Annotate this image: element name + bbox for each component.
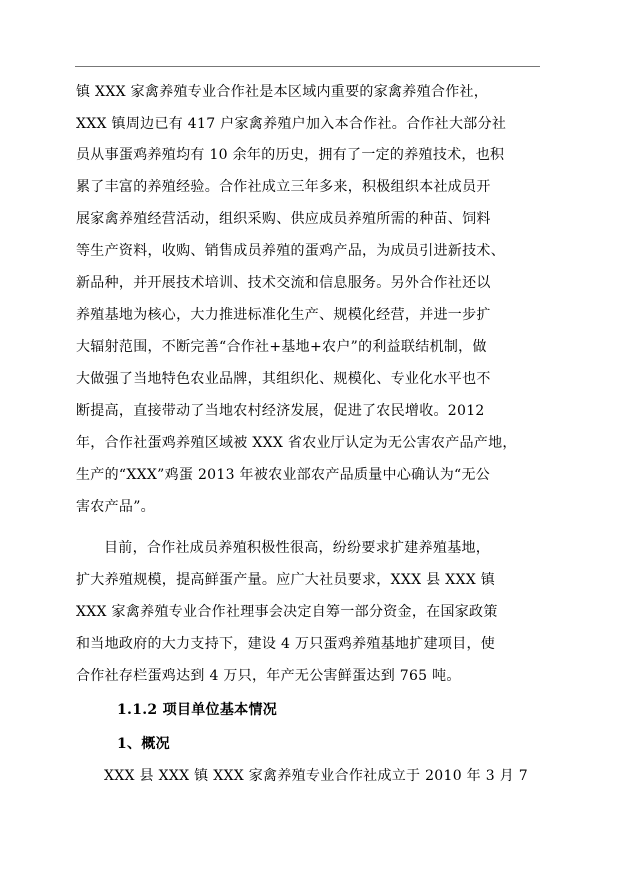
body-text-line: 年，合作社蛋鸡养殖区域被 XXX 省农业厅认定为无公害农产品产地， xyxy=(76,435,517,451)
body-text-line: 等生产资料，收购、销售成员养殖的蛋鸡产品，为成员引进新技术、 xyxy=(76,243,505,259)
section-heading: 1.1.2 项目单位基本情况 xyxy=(117,702,278,718)
body-text-line: 合作社存栏蛋鸡达到 4 万只，年产无公害鲜蛋达到 765 吨。 xyxy=(76,668,461,684)
body-text-line: 展家禽养殖经营活动，组织采购、供应成员养殖所需的种苗、饲料 xyxy=(76,211,491,227)
body-text-line: 大做强了当地特色农业品牌，其组织化、规模化、专业化水平也不 xyxy=(76,371,491,387)
body-text-line: 目前，合作社成员养殖积极性很高，纷纷要求扩建养殖基地， xyxy=(104,540,491,556)
body-text-line: XXX 镇周边已有 417 户家禽养殖户加入本合作社。合作社大部分社 xyxy=(76,116,507,132)
body-text-line: 累了丰富的养殖经验。合作社成立三年多来，积极组织本社成员开 xyxy=(76,179,491,195)
subsection-heading: 1、概况 xyxy=(117,736,170,752)
body-text-line: 新品种，并开展技术培训、技术交流和信息服务。另外合作社还以 xyxy=(76,275,491,291)
body-text-line: 断提高，直接带动了当地农村经济发展，促进了农民增收。2012 xyxy=(76,403,485,419)
body-text-line: 生产的“XXX”鸡蛋 2013 年被农业部农产品质量中心确认为“无公 xyxy=(76,467,491,483)
body-text-line: XXX 家禽养殖专业合作社理事会决定自筹一部分资金，在国家政策 xyxy=(76,604,498,620)
body-text-line: XXX 县 XXX 镇 XXX 家禽养殖专业合作社成立于 2010 年 3 月 7 xyxy=(104,768,528,784)
body-text-line: 大辐射范围，不断完善“合作社+基地+农户”的利益联结机制，做 xyxy=(76,339,487,355)
body-text-line: 员从事蛋鸡养殖均有 10 余年的历史，拥有了一定的养殖技术，也积 xyxy=(76,147,505,163)
body-text-line: 镇 XXX 家禽养殖专业合作社是本区域内重要的家禽养殖合作社， xyxy=(76,84,489,100)
header-rule xyxy=(75,66,540,67)
body-text-line: 和当地政府的大力支持下，建设 4 万只蛋鸡养殖基地扩建项目，使 xyxy=(76,636,496,652)
body-text-line: 扩大养殖规模，提高鲜蛋产量。应广大社员要求，XXX 县 XXX 镇 xyxy=(76,572,496,588)
body-text-line: 养殖基地为核心，大力推进标准化生产、规模化经营，并进一步扩 xyxy=(76,307,491,323)
body-text-line: 害农产品”。 xyxy=(76,499,155,515)
